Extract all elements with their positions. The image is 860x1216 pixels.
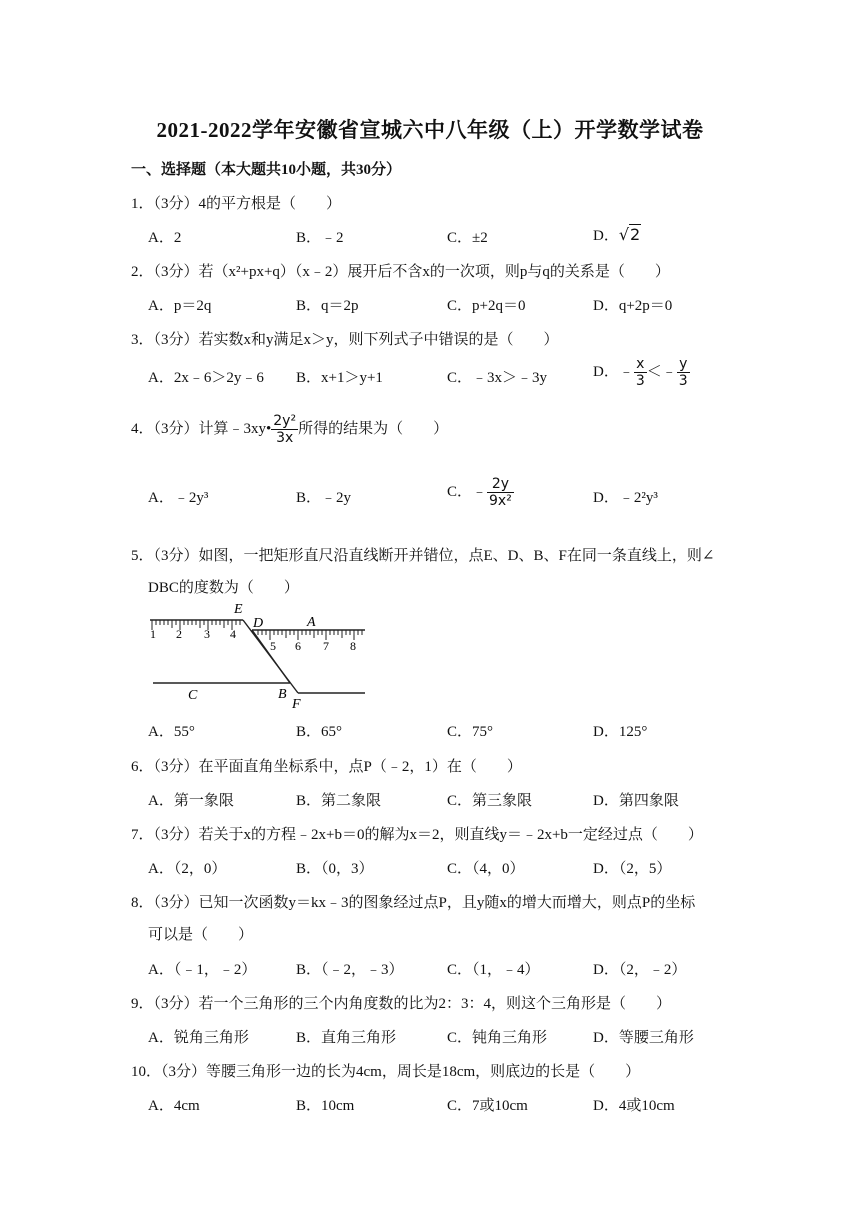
fraction-denominator: 3 [635,373,645,389]
q5-option-c: C．75° [447,724,494,740]
q6-option-b: B．第二象限 [296,793,382,809]
q10-option-b: B．10cm [296,1098,355,1114]
point-label-f: F [292,697,301,710]
point-label-b: B [278,687,287,702]
q3-option-d [593,356,690,389]
cut-line-db [252,630,290,683]
q8-option-a: A．（﹣1，﹣2） [148,962,257,978]
q6-option-c: C．第三象限 [447,793,533,809]
q9-option-d: D．等腰三角形 [593,1030,694,1046]
q3-option-a: A．2x﹣6＞2y﹣6 [148,370,264,386]
question-7-stem: 7．（3分）若关于x的方程﹣2x+b＝0的解为x＝2，则直线y＝﹣2x+b一定经过点（ ） [131,827,703,843]
tick-label: 7 [323,639,329,653]
tick-label: 8 [350,639,356,653]
q10-option-a: A．4cm [148,1098,200,1114]
q4-option-c-prefix: C．﹣ [447,483,488,500]
point-label-d: D [253,616,264,631]
q7-option-d: D．（2，5） [593,861,672,877]
fraction-denominator: 3x [276,430,294,446]
question-8-stem-line1: 8．（3分）已知一次函数y＝kx﹣3的图象经过点P，且y随x的增大而增大，则点P的坐标 [131,895,696,911]
q9-option-c: C．钝角三角形 [447,1030,548,1046]
q3-option-b: B．x+1＞y+1 [296,370,383,386]
question-4-stem [131,413,448,446]
q1-option-b: B．﹣2 [296,230,344,246]
q10-option-d: D．4或10cm [593,1098,675,1114]
fraction-2y2-over-3x [271,413,298,446]
tick-label: 6 [295,639,301,653]
fraction-numerator: y [677,356,690,373]
q4-option-c [447,476,514,509]
q2-option-a: A．p＝2q [148,298,212,314]
q6-option-a: A．第一象限 [148,793,234,809]
question-6-stem: 6．（3分）在平面直角坐标系中，点P（﹣2，1）在（ ） [131,759,522,775]
q1-option-d [593,224,641,245]
q4-option-a: A．﹣2y³ [148,490,209,506]
question-2-stem: 2．（3分）若（x²+px+q）（x﹣2）展开后不含x的一次项，则p与q的关系是（ ） [131,264,670,280]
tick-label: 3 [204,627,210,641]
q2-option-c: C．p+2q＝0 [447,298,526,314]
q9-option-b: B．直角三角形 [296,1030,397,1046]
tick-label: 1 [150,627,156,641]
fraction-denominator: 9x² [489,493,512,509]
fraction-denominator: 3 [678,373,688,389]
fraction-numerator: x [634,356,647,373]
question-3-stem: 3．（3分）若实数x和y满足x＞y，则下列式子中错误的是（ ） [131,332,559,348]
section-heading: 一、选择题（本大题共10小题，共30分） [131,162,402,178]
q4-option-d: D．﹣2²y³ [593,490,658,506]
sqrt-radicand: 2 [630,225,641,244]
q1-option-c: C．±2 [447,230,488,246]
less-than-sign: ＜﹣ [646,363,677,380]
q5-option-d: D．125° [593,724,648,740]
exam-title: 2021-2022学年安徽省宣城六中八年级（上）开学数学试卷 [156,118,704,142]
q1-option-d-prefix: D． [593,228,619,244]
q8-option-c: C．（1，﹣4） [447,962,540,978]
point-label-e: E [234,602,243,617]
q8-option-b: B．（﹣2，﹣3） [296,962,404,978]
point-label-a: A [307,615,316,630]
q2-option-d: D．q+2p＝0 [593,298,673,314]
q6-option-d: D．第四象限 [593,793,679,809]
q7-option-c: C．（4，0） [447,861,525,877]
q2-option-b: B．q＝2p [296,298,359,314]
q5-option-a: A．55° [148,724,195,740]
ruler-left-ticks [152,620,240,630]
q3-option-d-prefix: D．﹣ [593,363,634,380]
question-1-stem: 1．（3分）4的平方根是（ ） [131,196,342,212]
question-10-stem: 10．（3分）等腰三角形一边的长为4cm，周长是18cm，则底边的长是（ ） [131,1064,641,1080]
point-label-c: C [188,688,198,703]
ruler-figure [150,600,370,710]
q1-option-a: A．2 [148,230,182,246]
fraction-x-over-3 [634,356,647,389]
tick-label: 4 [230,627,236,641]
q9-option-a: A．锐角三角形 [148,1030,249,1046]
q4-stem-prefix: 4．（3分）计算﹣3xy• [131,420,272,437]
question-5-stem-line1: 5．（3分）如图，一把矩形直尺沿直线断开并错位，点E、D、B、F在同一条直线上，则∠ [131,548,715,564]
tick-label: 5 [270,639,276,653]
question-5-stem-line2: DBC的度数为（ ） [148,580,299,596]
q4-option-b: B．﹣2y [296,490,352,506]
q8-option-d: D．（2，﹣2） [593,962,687,978]
q5-option-b: B．65° [296,724,343,740]
q4-stem-suffix: 所得的结果为（ ） [298,420,449,437]
fraction-numerator: 2y² [273,413,297,429]
q10-option-c: C．7或10cm [447,1098,528,1114]
q7-option-a: A．（2，0） [148,861,227,877]
tick-label: 2 [176,627,182,641]
fraction-2y-over-9x2 [487,476,514,509]
question-8-stem-line2: 可以是（ ） [148,927,254,943]
question-9-stem: 9．（3分）若一个三角形的三个内角度数的比为2：3：4，则这个三角形是（ ） [131,996,672,1012]
fraction-y-over-3 [677,356,690,389]
q7-option-b: B．（0，3） [296,861,374,877]
q3-option-c: C．﹣3x＞﹣3y [447,370,548,386]
sqrt-symbol: √2 [618,225,641,244]
fraction-numerator: 2y [487,476,514,493]
